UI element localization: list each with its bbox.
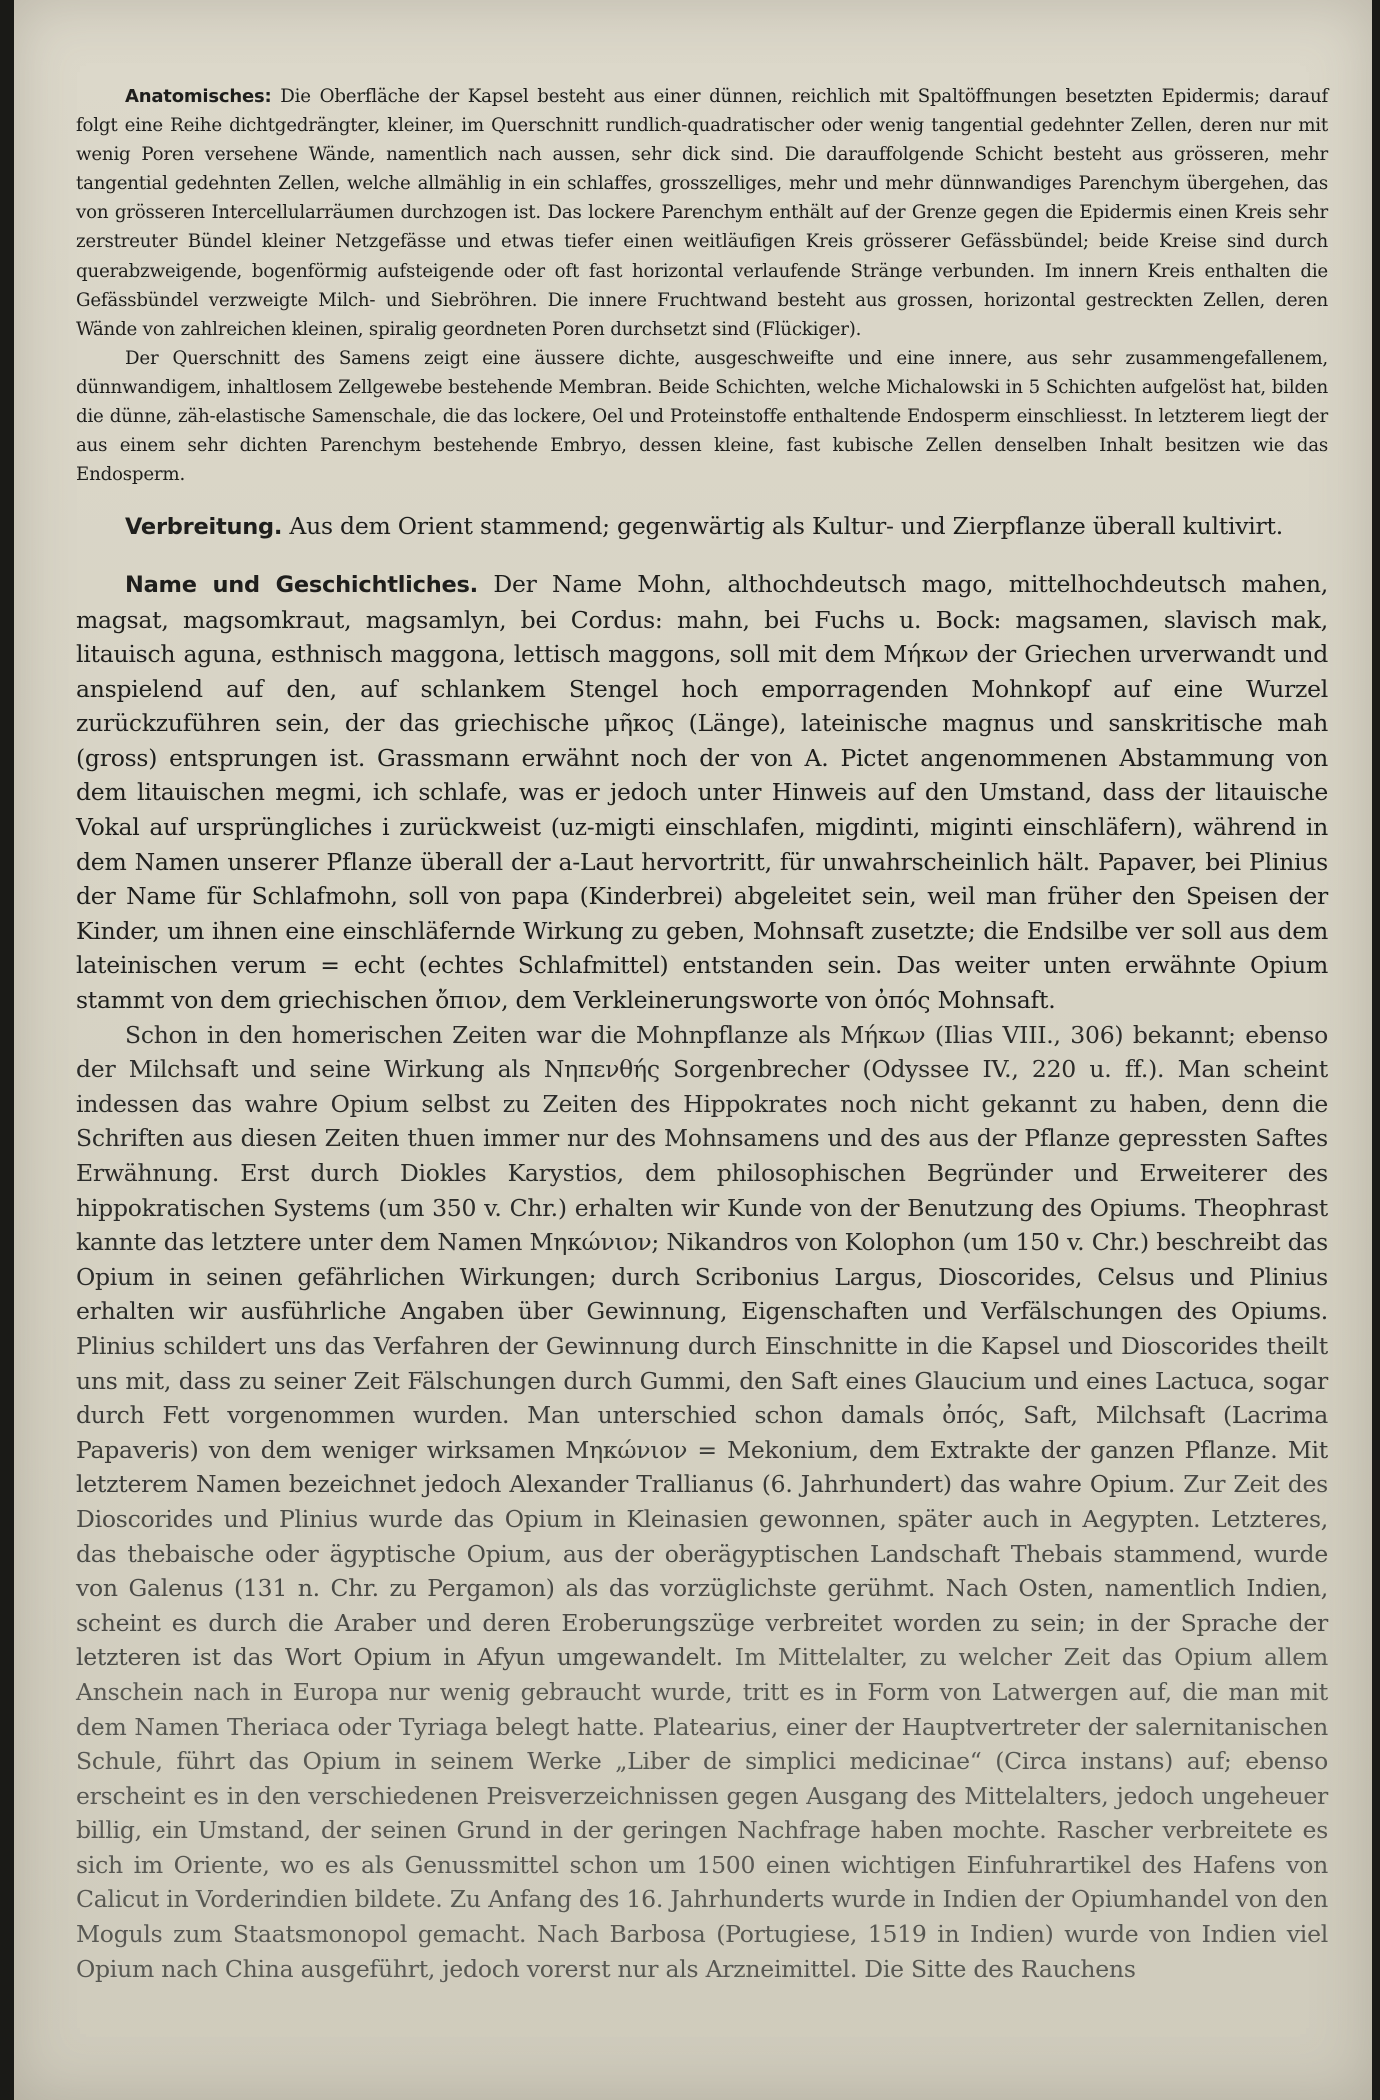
section-name-geschichte (76, 567, 1328, 1986)
history-paragraph (76, 1018, 1328, 1987)
anatomy-text-1: Die Oberfläche der Kapsel besteht aus einer dünnen, reichlich mit Spaltöffnungen besetzten Epidermis; darauf folgt eine Reihe dichtgedrängter, kleiner, im Querschnitt rundlich-quadratischer oder wenig tangential gedehnter Zellen, deren nur mit wenig Poren versehene Wände, namentlich nach aussen, sehr dick sind. Die darauffolgende Schicht besteht aus grösseren, mehr tangential gedehnten Zellen, welche allmählig in ein schlaffes, grosszelliges, mehr und mehr dünnwandiges Parenchym übergehen, das von grösseren Intercellularräumen durchzogen ist. Das lockere Parenchym enthält auf der Grenze gegen die Epidermis einen Kreis sehr zerstreuter Bündel kleiner Netzgefässe und etwas tiefer einen weitläufigen Kreis grösserer Gefässbündel; beide Kreise sind durch querabzweigende, bogenförmig aufsteigende oder oft fast horizontal verlaufende Stränge verbunden. Im innern Kreis enthalten die Gefässbündel verzweigte Milch- und Siebröhren. Die innere Fruchtwand besteht aus grossen, horizontal gestreckten Zellen, deren Wände von zahlreichen kleinen, spiralig geordneten Poren durchsetzt sind (Flückiger). (76, 86, 1328, 340)
anatomy-paragraph-1 (76, 82, 1328, 344)
page-content (76, 78, 1328, 1986)
history-text-b: Plinius schildert uns das Verfahren der Gewinnung durch Einschnitte in die Kapsel und Dioscorides theilt uns mit, dass zu seiner Zeit Fälschungen durch Gummi, den Saft eines Glaucium und eines Lactuca, sogar durch Fett vorgenommen wurden. Man unterschied schon damals ὀπός, Saft, Milchsaft (Lacrima Papaveris) von dem weniger wirksamen Μηκώνιον = Mekonium, dem Extrakte der ganzen Pflanze. Mit letzterem Namen bezeichnet jedoch Alexander Trallianus (6. Jahrhundert) das wahre Opium. (76, 1331, 1328, 1499)
verbreitung-heading: Verbreitung. (125, 514, 283, 541)
history-text-d: Im Mittelalter, zu welcher Zeit das Opium allem Anschein nach in Europa nur wenig gebraucht wurde, tritt es in Form von Latwergen auf, die man mit dem Namen Theriaca oder Tyriaga belegt hatte. Platearius, einer der Hauptvertreter der salernitanischen Schule, führt das Opium in seinem Werke „Liber de simplici medicinae“ (Circa instans) auf; ebenso erscheint es in den verschiedenen Preisverzeichnissen gegen Ausgang des Mittelalters, jedoch ungeheuer billig, ein Umstand, der seinen Grund in der geringen Nachfrage haben mochte. (76, 1643, 1328, 1845)
verbreitung-text: Aus dem Orient stammend; gegenwärtig als Kultur- und Zierpflanze überall kultivirt. (289, 512, 1283, 541)
anatomy-heading: Anatomisches: (125, 86, 272, 107)
history-text-e: Rascher verbreitete es sich im Oriente, wo es als Genussmittel schon um 1500 einen wichtigen Einfuhrartikel des Hafens von Calicut in Vorderindien bildete. Zu Anfang des 16. Jahrhunderts wurde in Indien der Opiumhandel von den Moguls zum Staatsmonopol gemacht. Nach Barbosa (Portugiese, 1519 in Indien) wurde von Indien viel Opium nach China ausgeführt, jedoch vorerst nur als Arzneimittel. Die Sitte des Rauchens (76, 1816, 1329, 1983)
book-page (14, 0, 1372, 2100)
anatomy-paragraph-2: Der Querschnitt des Samens zeigt eine äussere dichte, ausgeschweifte und eine innere, aus sehr zusammengefallenem, dünnwandigem, inhaltlosem Zellgewebe bestehende Membran. Beide Schichten, welche Michalowski in 5 Schichten aufgelöst hat, bilden die dünne, zäh-elastische Samenschale, die das lockere, Oel und Proteinstoffe enthaltende Endosperm einschliesst. In letzterem liegt der aus einem sehr dichten Parenchym bestehende Embryo, dessen kleine, fast kubische Zellen denselben Inhalt besitzen wie das Endosperm. (76, 347, 1328, 486)
name-heading: Name und Geschichtliches. (125, 571, 478, 598)
verbreitung-paragraph (76, 509, 1328, 545)
section-anatomy (76, 82, 1328, 489)
name-text-1: Der Name Mohn, althochdeutsch mago, mittelhochdeutsch mahen, magsat, magsomkraut, magsamlyn, bei Cordus: mahn, bei Fuchs u. Bock: magsamen, slavisch mak, litauisch aguna, esthnisch maggona, lettisch maggons, soll mit dem Μήκων der Griechen urverwandt und anspielend auf den, auf schlankem Stengel hoch emporragenden Mohnkopf auf eine Wurzel zurückzuführen sein, der das griechische μῆκος (Länge), lateinische magnus und sanskritische mah (gross) entsprungen ist. Grassmann erwähnt noch der von A. Pictet angenommenen Abstammung von dem litauischen megmi, ich schlafe, was er jedoch unter Hinweis auf den Umstand, dass der litauische Vokal auf ursprüngliches i zurückweist (uz-migti einschlafen, migdinti, miginti einschläfern), während in dem Namen unserer Pflanze überall der a-Laut hervortritt, für unwahrscheinlich hält. Papaver, bei Plinius der Name für Schlafmohn, soll von papa (Kinderbrei) abgeleitet sein, weil man früher den Speisen der Kinder, um ihnen eine einschläfernde Wirkung zu geben, Mohnsaft zusetzte; die Endsilbe ver soll aus dem lateinischen verum = echt (echtes Schlafmittel) entstanden sein. Das weiter unten erwähnte Opium stammt von dem griechischen ὄπιον, dem Verkleinerungsworte von ὀπός Mohnsaft. (76, 569, 1328, 1015)
history-text-a: Schon in den homerischen Zeiten war die Mohnpflanze als Μήκων (Ilias VIII., 306) bekannt; ebenso der Milchsaft und seine Wirkung als Νηπενθής Sorgenbrecher (Odyssee IV., 220 u. ff.). Man scheint indessen das wahre Opium selbst zu Zeiten des Hippokrates noch nicht gekannt zu haben, denn die Schriften aus diesen Zeiten thuen immer nur des Mohnsamens und des aus der Pflanze gepressten Saftes Erwähnung. Erst durch Diokles Karystios, dem philosophischen Begründer und Erweiterer des hippokratischen Systems (um 350 v. Chr.) erhalten wir Kunde von der Benutzung des Opiums. Theophrast kannte das letztere unter dem Namen Μηκώνιον; Nikandros von Kolophon (um 150 v. Chr.) beschreibt das Opium in seinen gefährlichen Wirkungen; durch Scribonius Largus, Dioscorides, Celsus und Plinius erhalten wir ausführliche Angaben über Gewinnung, Eigenschaften und Verfälschungen des Opiums. (76, 1020, 1328, 1326)
name-paragraph-1 (76, 567, 1328, 1018)
history-text-c: Zur Zeit des Dioscorides und Plinius wurde das Opium in Kleinasien gewonnen, später auch in Aegypten. Letzteres, das thebaische oder ägyptische Opium, aus der oberägyptischen Landschaft Thebais stammend, wurde von Galenus (131 n. Chr. zu Pergamon) als das vorzüglichste gerühmt. Nach Osten, namentlich Indien, scheint es durch die Araber und deren Eroberungszüge verbreitet worden zu sein; in der Sprache der letzteren ist das Wort Opium in Afyun umgewandelt. (76, 1470, 1328, 1672)
section-verbreitung (76, 509, 1328, 545)
